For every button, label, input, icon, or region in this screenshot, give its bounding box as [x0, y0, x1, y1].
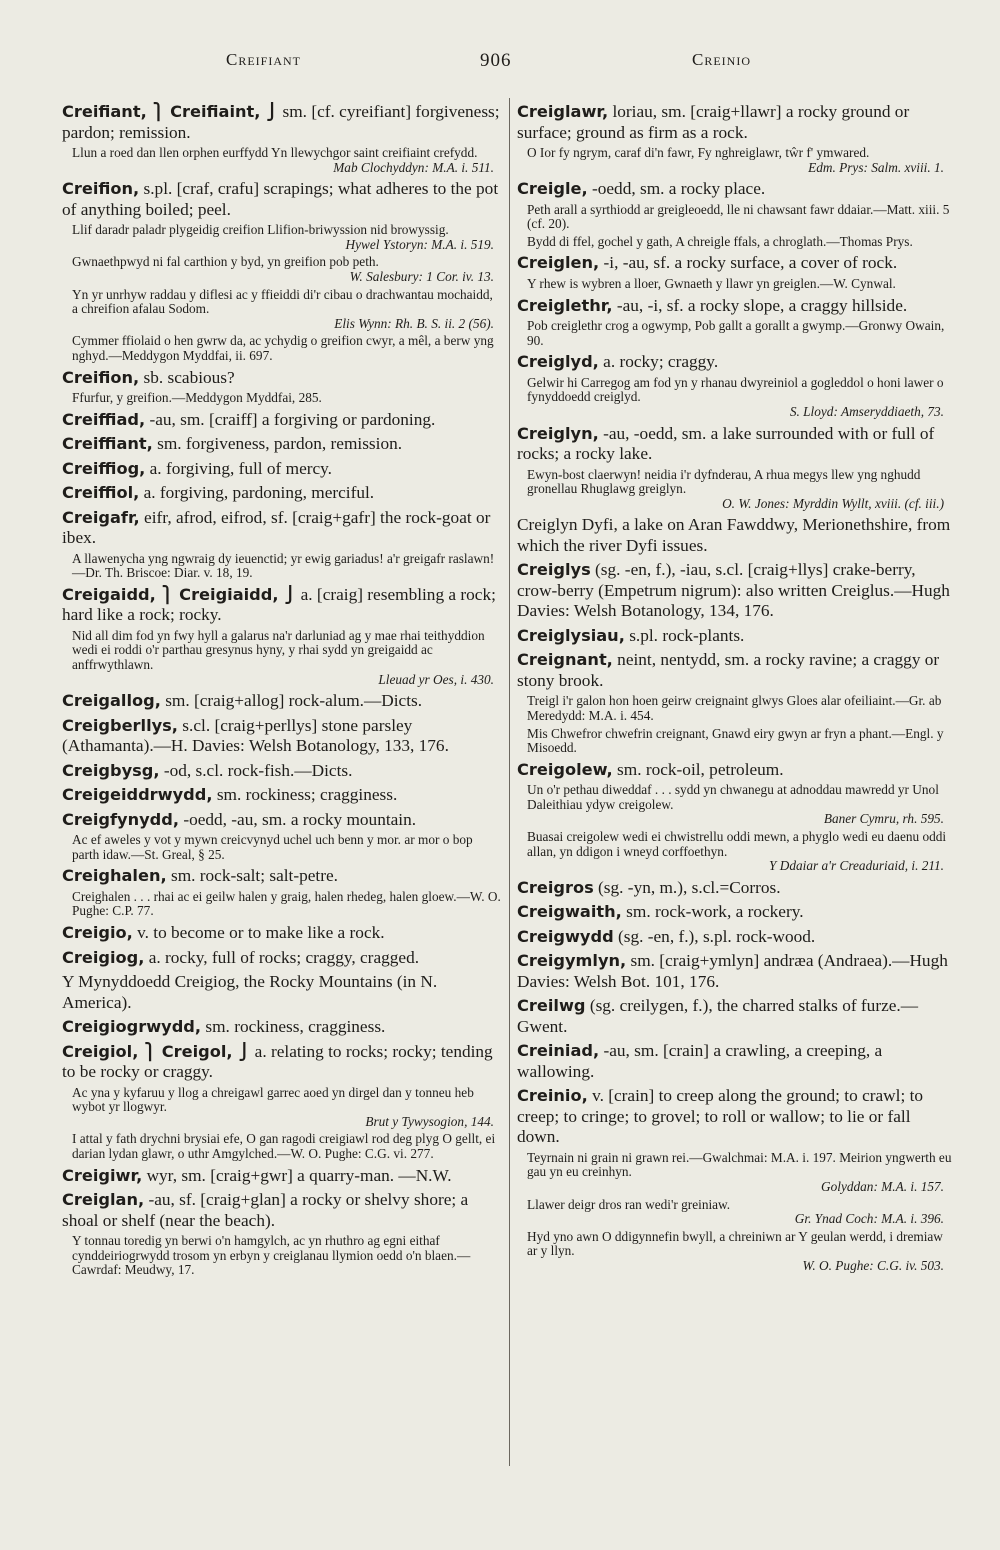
headword: Creiffiad, — [62, 409, 146, 429]
dictionary-entry — [62, 102, 502, 143]
citation — [72, 223, 502, 252]
definition: sm. forgiveness, pardon, remission. — [157, 434, 403, 454]
citation-source: S. Lloyd: Amseryddiaeth, 73. — [789, 403, 944, 419]
definition: a. [craig] resembling a rock; hard like a rock; rocky. — [62, 584, 496, 625]
right-column — [517, 98, 952, 1508]
headword: Creiffiol, — [62, 483, 140, 503]
definition: -od, s.cl. rock-fish.—Dicts. — [163, 760, 353, 780]
running-head-left: Creifiant — [226, 50, 302, 69]
citation — [72, 288, 502, 332]
dictionary-entry — [62, 1017, 502, 1038]
definition: (sg. -en, f.), -iau, s.cl. [craig+llys] crake-berry, crow-berry (Empetrum nigrum): also written Creiglus.—Hugh Davies: Welsh Botanology, 134, 176. — [517, 560, 950, 621]
dictionary-entry — [517, 352, 952, 373]
headword: Creigafr, — [62, 507, 140, 527]
citation-source: Golyddan: M.A. i. 157. — [821, 1178, 944, 1194]
citation-source: W. Salesbury: 1 Cor. iv. 13. — [349, 268, 494, 284]
citation-text: Peth arall a syrthiodd ar greigleoedd, lle ni chawsant fawr ddaiar.—Matt. xiii. 5 (cf. 20). — [527, 201, 950, 232]
running-head-right: Creinio — [692, 50, 751, 69]
citation — [72, 255, 502, 284]
dictionary-entry — [517, 296, 952, 317]
citation — [72, 890, 502, 919]
dictionary-entry — [517, 951, 952, 992]
headword: Creiffiog, — [62, 458, 146, 478]
dictionary-entry — [517, 1086, 952, 1148]
citation-text: Ewyn-bost claerwyn! neidia i'r dyfnderau, A rhua megys llew yng nghudd gronellau Rhuglawg greiglyn. — [527, 466, 921, 497]
citation-source: Elis Wynn: Rh. B. S. ii. 2 (56). — [334, 315, 494, 331]
citation-text: Bydd di ffel, gochel y gath, A chreigle ffals, a chroglath.—Thomas Prys. — [527, 233, 913, 249]
dictionary-entry — [517, 902, 952, 923]
citation — [527, 694, 952, 723]
citation-text: Llawer deigr dros ran wedi'r greiniaw. — [527, 1196, 731, 1212]
citation-source: Brut y Tywysogion, 144. — [365, 1113, 494, 1129]
dictionary-entry — [517, 179, 952, 200]
citation-text: O Ior fy ngrym, caraf di'n fawr, Fy nghreiglawr, tŵr f' ymwared. — [527, 145, 870, 160]
definition: Y Mynyddoedd Creigiog, the Rocky Mountains (in N. America). — [62, 972, 438, 1012]
dictionary-entry — [62, 948, 502, 969]
dictionary-entry — [62, 972, 502, 1013]
dictionary-entry — [517, 927, 952, 948]
citation — [527, 468, 952, 512]
definition: -au, sf. [craig+glan] a rocky or shelvy shore; a shoal or shelf (near the beach). — [62, 1190, 469, 1230]
citation-source: W. O. Pughe: C.G. iv. 503. — [802, 1257, 944, 1273]
citation — [72, 629, 502, 687]
citation — [527, 146, 952, 175]
headword: Creigymlyn, — [517, 951, 627, 971]
definition: -oedd, sm. a rocky place. — [591, 179, 766, 199]
headword: Creigbysg, — [62, 760, 160, 780]
dictionary-entry — [62, 368, 502, 389]
headword: Creigiwr, — [62, 1165, 143, 1185]
headword: Creigallog, — [62, 691, 161, 711]
headword: Creigio, — [62, 923, 133, 943]
headword: Creiglethr, — [517, 295, 613, 315]
citation-text: Nid all dim fod yn fwy hyll a galarus na'r darluniad ag y mae rhai teithyddion wedi ei roddi o'r parthau gresynus hyny, y rhai sydd yn greigaidd ac anffrwythlawn. — [72, 627, 485, 672]
citation — [527, 783, 952, 827]
dictionary-entry — [62, 810, 502, 831]
citation-text: Un o'r pethau diweddaf . . . sydd yn chwanegu at adnoddau mawredd yr Unol Daleithiau ydyw creigolew. — [527, 782, 939, 812]
citation-source: Edm. Prys: Salm. xviii. 1. — [808, 159, 944, 175]
dictionary-entry — [62, 1190, 502, 1231]
citation-source: Y Ddaiar a'r Creaduriaid, i. 211. — [769, 858, 944, 874]
headword: Creignant, — [517, 650, 613, 670]
dictionary-entry — [517, 650, 952, 691]
headword: Creiglysiau, — [517, 625, 625, 645]
dictionary-entry — [62, 179, 502, 220]
citation-text: Yn yr unrhyw raddau y diflesi ac y ffieiddi di'r cibau o drachwantau mochaidd, a chreifion afalau Sodom. — [72, 286, 493, 317]
dictionary-entry — [517, 102, 952, 143]
definition: wyr, sm. [craig+gwr] a quarry-man. —N.W. — [146, 1165, 452, 1185]
headword: Creigeiddrwydd, — [62, 785, 213, 805]
citation-text: Buasai creigolew wedi ei chwistrellu oddi mewn, a phyglo wedi eu daenu oddi allan, yn ddigon i wneyd corffoethyn. — [527, 828, 947, 859]
headword: Creilwg — [517, 996, 586, 1016]
definition: -au, sm. [crain] a crawling, a creeping, a wallowing. — [517, 1041, 883, 1081]
dictionary-entry — [62, 785, 502, 806]
definition: sm. rockiness, cragginess. — [205, 1017, 386, 1037]
definition: sm. [craig+allog] rock-alum.—Dicts. — [165, 691, 423, 711]
citation-text: Gelwir hi Carregog am fod yn y rhanau dwyreiniol a gogleddol o honi lawer o fynyddoedd creiglyd. — [527, 374, 944, 405]
headword: Creigiogrwydd, — [62, 1017, 202, 1037]
citation — [72, 146, 502, 175]
column-divider — [509, 98, 510, 1466]
dictionary-entry — [62, 716, 502, 757]
citation-text: Treigl i'r galon hon hoen geirw creignaint glwys Gloes alar ofeiliaint.—Gr. ab Meredydd: M.A. i. 454. — [527, 693, 942, 723]
headword: Creifion, — [62, 367, 140, 387]
left-column — [62, 98, 502, 1508]
definition: (sg. -yn, m.), s.cl.=Corros. — [598, 877, 781, 897]
definition: Creiglyn Dyfi, a lake on Aran Fawddwy, Merionethshire, from which the river Dyfi issues. — [517, 515, 951, 555]
definition: eifr, afrod, eifrod, sf. [craig+gafr] the rock-goat or ibex. — [62, 507, 491, 548]
definition: a. rocky, full of rocks; craggy, cragged. — [148, 947, 420, 967]
citation-text: Llun a roed dan llen orphen eurffydd Yn llewychgor saint creifiaint crefydd. — [72, 145, 478, 160]
citation-text: Cymmer ffiolaid o hen gwrw da, ac ychydig o greifion cwyr, a mêl, a berw yng nghyd.—Meddygon Myddfai, ii. 697. — [72, 333, 494, 363]
citation-source: Hywel Ystoryn: M.A. i. 519. — [345, 236, 494, 252]
citation-source: O. W. Jones: Myrddin Wyllt, xviii. (cf. iii.) — [722, 495, 944, 511]
citation-source: Gr. Ynad Coch: M.A. i. 396. — [794, 1211, 944, 1227]
definition: s.pl. [craf, crafu] scrapings; what adheres to the pot of anything boiled; peel. — [62, 179, 499, 219]
definition: sm. rockiness; cragginess. — [216, 785, 398, 805]
headword: Creigaidd, ⎫ Creigiaidd, ⎭ — [62, 584, 297, 604]
headword: Creigwydd — [517, 926, 614, 946]
headword: Creiffiant, — [62, 434, 153, 454]
headword: Creighalen, — [62, 866, 167, 886]
citation — [527, 727, 952, 756]
headword: Creifiant, ⎫ Creifiaint, ⎭ — [62, 102, 279, 121]
citation — [527, 319, 952, 348]
citation — [527, 376, 952, 420]
citation-text: Y tonnau toredig yn berwi o'n hamgylch, ac yn rhuthro ag egni eithaf cynddeiriogrwydd trosom yn erbyn y creiglanau llymion oedd o'n blaen.—Cawrdaf: Meudwy, 17. — [72, 1233, 471, 1278]
headword: Creigolew, — [517, 759, 613, 779]
headword: Creiglys — [517, 560, 591, 580]
citation — [72, 391, 502, 406]
definition: (sg. -en, f.), s.pl. rock-wood. — [618, 926, 816, 946]
definition: -au, -i, sf. a rocky slope, a craggy hillside. — [616, 295, 908, 315]
citation-text: Y rhew is wybren a lloer, Gwnaeth y llawr yn greiglen.—W. Cynwal. — [527, 275, 896, 291]
citation-text: Teyrnain ni grain ni grawn rei.—Gwalchmai: M.A. i. 197. Meirion yngwerth eu gau yn eu creinhyn. — [527, 1149, 952, 1180]
citation — [527, 1151, 952, 1195]
citation-text: Ac ef aweles y vot y mywn creicvynyd uchel uch benn y mor. ar mor o bop parth idaw.—St. Greal, § 25. — [72, 832, 473, 862]
definition: -au, sm. [craiff] a forgiving or pardoning. — [149, 409, 436, 429]
definition: -au, -oedd, sm. a lake surrounded with or full of rocks; a rocky lake. — [517, 423, 935, 464]
definition: a. forgiving, full of mercy. — [149, 458, 333, 478]
citation — [72, 552, 502, 581]
definition: loriau, sm. [craig+llawr] a rocky ground or surface; ground as firm as a rock. — [517, 102, 910, 142]
dictionary-entry — [62, 866, 502, 887]
citation — [527, 203, 952, 232]
citation-source: Mab Clochyddyn: M.A. i. 511. — [333, 159, 494, 175]
citation-text: I attal y fath drychni brysiai efe, O gan ragodi creigiawl rod deg plyg O gellt, ei darian lydan glawr, o uthr Amgylched.—W. O. Pughe: C.G. vi. 277. — [72, 1131, 496, 1161]
dictionary-entry — [62, 923, 502, 944]
definition: sm. rock-oil, petroleum. — [617, 759, 784, 779]
headword: Creigberllys, — [62, 715, 178, 735]
headword: Creinio, — [517, 1086, 588, 1106]
headword: Creigiog, — [62, 947, 145, 967]
headword: Creigfynydd, — [62, 809, 179, 829]
definition: a. relating to rocks; rocky; tending to be rocky or craggy. — [62, 1041, 493, 1082]
definition: a. forgiving, pardoning, merciful. — [143, 483, 375, 503]
citation — [527, 277, 952, 292]
citation-text: Llif daradr paladr plygeidig creifion Llifion-briwyssion nid browyssig. — [72, 222, 449, 238]
citation — [72, 1234, 502, 1278]
dictionary-entry — [517, 424, 952, 465]
citation-text: Ffurfur, y greifion.—Meddygon Myddfai, 285. — [72, 390, 322, 406]
headword: Creiglyd, — [517, 352, 599, 372]
citation-text: Ac yna y kyfaruu y llog a chreigawl garrec aoed yn dirgel dan y tonneu heb wybot yr llogwyr. — [72, 1084, 474, 1115]
definition: v. to become or to make like a rock. — [137, 923, 385, 943]
citation — [527, 830, 952, 874]
definition: neint, nentydd, sm. a rocky ravine; a craggy or stony brook. — [517, 650, 940, 690]
headword: Creigros — [517, 877, 594, 897]
dictionary-entry — [517, 560, 952, 622]
running-head — [60, 50, 950, 78]
definition: (sg. creilygen, f.), the charred stalks of furze.—Gwent. — [517, 996, 919, 1036]
citation-text: Creighalen . . . rhai ac ei geilw halen y graig, halen rhedeg, halen gloew.—W. O. Pughe: C.P. 77. — [72, 888, 501, 919]
headword: Creiniad, — [517, 1041, 600, 1061]
dictionary-entry — [62, 459, 502, 480]
definition: -oedd, -au, sm. a rocky mountain. — [183, 809, 417, 829]
citation-text: A llawenycha yng ngwraig dy ieuenctid; yr ewig gariadus! a'r greigafr raslawn!—Dr. Th. Briscoe: Diar. v. 18, 19. — [72, 550, 495, 581]
headword: Creigiol, ⎫ Creigol, ⎭ — [62, 1041, 251, 1061]
citation — [527, 1198, 952, 1227]
headword: Creiglen, — [517, 253, 600, 273]
definition: sm. [craig+ymlyn] andræa (Andraea).—Hugh Davies: Welsh Bot. 101, 176. — [517, 951, 948, 991]
definition: sm. rock-salt; salt-petre. — [170, 866, 338, 886]
citation — [527, 1230, 952, 1274]
definition: -i, -au, sf. a rocky surface, a cover of rock. — [603, 253, 898, 273]
definition: v. [crain] to creep along the ground; to crawl; to creep; to cringe; to grovel; to roll or wallow; to lie or fall down. — [517, 1086, 924, 1147]
citation-text: Gwnaethpwyd ni fal carthion y byd, yn greifion pob peth. — [72, 254, 379, 270]
dictionary-entry — [517, 996, 952, 1037]
dictionary-entry — [62, 483, 502, 504]
dictionary-entry — [517, 878, 952, 899]
citation — [72, 1132, 502, 1161]
dictionary-entry — [62, 410, 502, 431]
definition: s.cl. [craig+perllys] stone parsley (Athamanta).—H. Davies: Welsh Botanology, 133, 176. — [62, 715, 449, 756]
dictionary-entry — [517, 515, 952, 556]
definition: a. rocky; craggy. — [603, 352, 719, 372]
citation-source: Baner Cymru, rh. 595. — [823, 811, 944, 827]
dictionary-entry — [62, 585, 502, 626]
dictionary-entry — [62, 1166, 502, 1187]
headword: Creifion, — [62, 179, 140, 199]
citation — [72, 833, 502, 862]
citation-text: Pob creiglethr crog a ogwymp, Pob gallt a gorallt a gwymp.—Gronwy Owain, 90. — [527, 318, 945, 348]
dictionary-entry — [62, 434, 502, 455]
citation — [527, 235, 952, 250]
dictionary-entry — [62, 691, 502, 712]
definition: s.pl. rock-plants. — [629, 625, 745, 645]
dictionary-entry — [517, 626, 952, 647]
headword: Creiglyn, — [517, 423, 599, 443]
dictionary-entry — [62, 508, 502, 549]
dictionary-columns — [62, 98, 952, 1508]
citation-source: Lleuad yr Oes, i. 430. — [378, 671, 494, 687]
definition: sm. [cf. cyreifiant] forgiveness; pardon; remission. — [62, 102, 500, 142]
headword: Creiglan, — [62, 1190, 145, 1210]
dictionary-entry — [517, 253, 952, 274]
page-number: 906 — [480, 50, 512, 71]
citation — [72, 334, 502, 363]
definition: sb. scabious? — [143, 367, 235, 387]
definition: sm. rock-work, a rockery. — [626, 902, 804, 922]
headword: Creigle, — [517, 179, 588, 199]
dictionary-entry — [62, 1042, 502, 1083]
dictionary-entry — [62, 761, 502, 782]
citation-text: Mis Chwefror chwefrin creignant, Gnawd eiry gwyn ar fryn a phant.—Engl. y Misoedd. — [527, 725, 944, 756]
citation — [72, 1086, 502, 1130]
dictionary-entry — [517, 760, 952, 781]
citation-text: Hyd yno awn O ddigynnefin bwyll, a chreiniwn ar Y geulan werdd, i dremiaw ar y llyn. — [527, 1228, 943, 1259]
headword: Creigwaith, — [517, 902, 622, 922]
dictionary-entry — [517, 1041, 952, 1082]
headword: Creiglawr, — [517, 102, 609, 121]
